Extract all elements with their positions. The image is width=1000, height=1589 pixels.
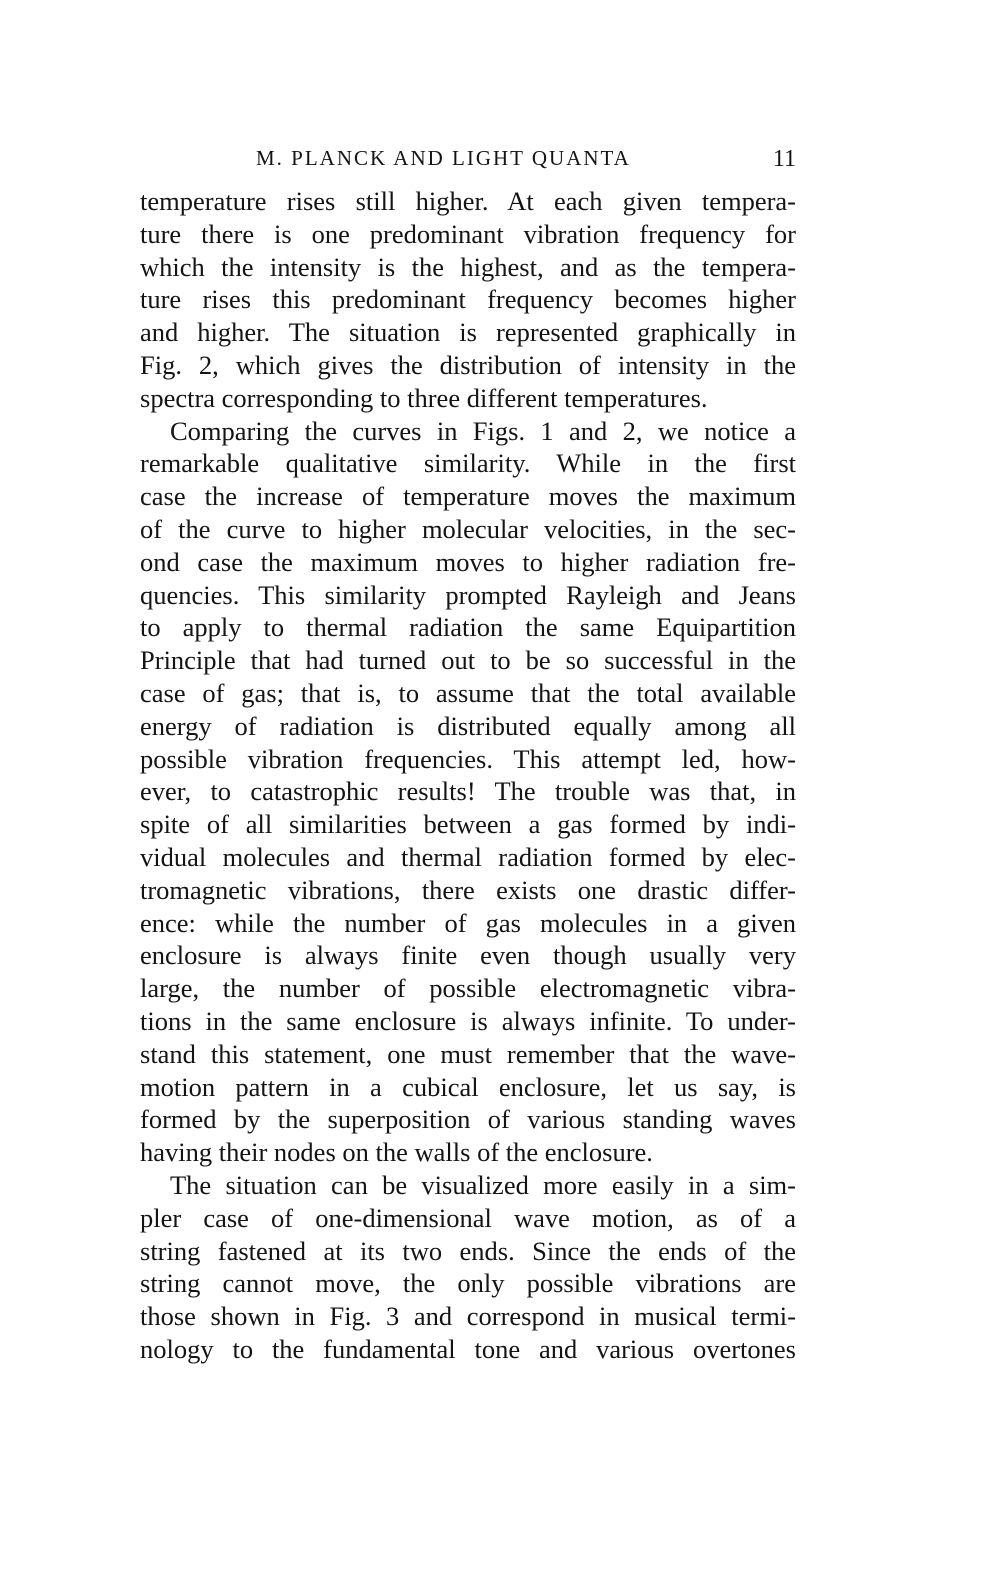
text-line: vidual molecules and thermal radiation formed by elec-	[140, 841, 796, 872]
text-line: remarkable qualitative similarity. While in the first	[140, 448, 796, 479]
text-line: case the increase of temperature moves the maximum	[140, 481, 796, 512]
text-line: Fig. 2, which gives the distribution of intensity in the	[140, 349, 796, 380]
text-line: string cannot move, the only possible vibrations are	[140, 1268, 796, 1299]
text-line: formed by the superposition of various standing waves	[140, 1104, 796, 1135]
text-line: tions in the same enclosure is always infinite. To under-	[140, 1005, 796, 1036]
text-line: stand this statement, one must remember that the wave-	[140, 1038, 796, 1069]
paragraph	[140, 415, 796, 1169]
text-line: possible vibration frequencies. This attempt led, how-	[140, 743, 796, 774]
text-line: string fastened at its two ends. Since the ends of the	[140, 1235, 796, 1266]
text-line: ence: while the number of gas molecules in a given	[140, 907, 796, 938]
text-line: enclosure is always finite even though usually very	[140, 940, 796, 971]
text-line: pler case of one-dimensional wave motion, as of a	[140, 1202, 796, 1233]
text-line: large, the number of possible electromagnetic vibra-	[140, 973, 796, 1004]
text-line: ever, to catastrophic results! The trouble was that, in	[140, 776, 796, 807]
text-line: quencies. This similarity prompted Rayleigh and Jeans	[140, 579, 796, 610]
text-line: nology to the fundamental tone and various overtones	[140, 1333, 796, 1364]
text-line: to apply to thermal radiation the same Equipartition	[140, 612, 796, 643]
text-line: spectra corresponding to three different temperatures.	[140, 382, 708, 413]
text-line: those shown in Fig. 3 and correspond in musical termi-	[140, 1301, 796, 1332]
text-line: ture there is one predominant vibration frequency for	[140, 218, 796, 249]
text-line: ture rises this predominant frequency becomes higher	[140, 284, 796, 315]
text-line: ond case the maximum moves to higher radiation fre-	[140, 546, 796, 577]
text-line: spite of all similarities between a gas formed by indi-	[140, 809, 796, 840]
text-line: Comparing the curves in Figs. 1 and 2, we notice a	[170, 415, 796, 446]
text-line: energy of radiation is distributed equally among all	[140, 710, 796, 741]
paragraph	[140, 185, 796, 415]
paragraph	[140, 1169, 796, 1366]
text-line: motion pattern in a cubical enclosure, let us say, is	[140, 1071, 796, 1102]
text-line: which the intensity is the highest, and as the tempera-	[140, 251, 796, 282]
running-head	[140, 146, 796, 176]
text-line: having their nodes on the walls of the enclosure.	[140, 1137, 653, 1168]
text-line: Principle that had turned out to be so successful in the	[140, 645, 796, 676]
text-line: of the curve to higher molecular velocities, in the sec-	[140, 513, 796, 544]
running-title: M. PLANCK AND LIGHT QUANTA	[256, 146, 631, 170]
text-line: The situation can be visualized more easily in a sim-	[170, 1169, 796, 1200]
text-line: and higher. The situation is represented graphically in	[140, 317, 796, 348]
text-line: case of gas; that is, to assume that the total available	[140, 677, 796, 708]
body-text	[140, 185, 796, 1366]
page-number: 11	[772, 146, 796, 172]
text-line: temperature rises still higher. At each given tempera-	[140, 186, 796, 216]
text-line: tromagnetic vibrations, there exists one drastic differ-	[140, 874, 796, 905]
